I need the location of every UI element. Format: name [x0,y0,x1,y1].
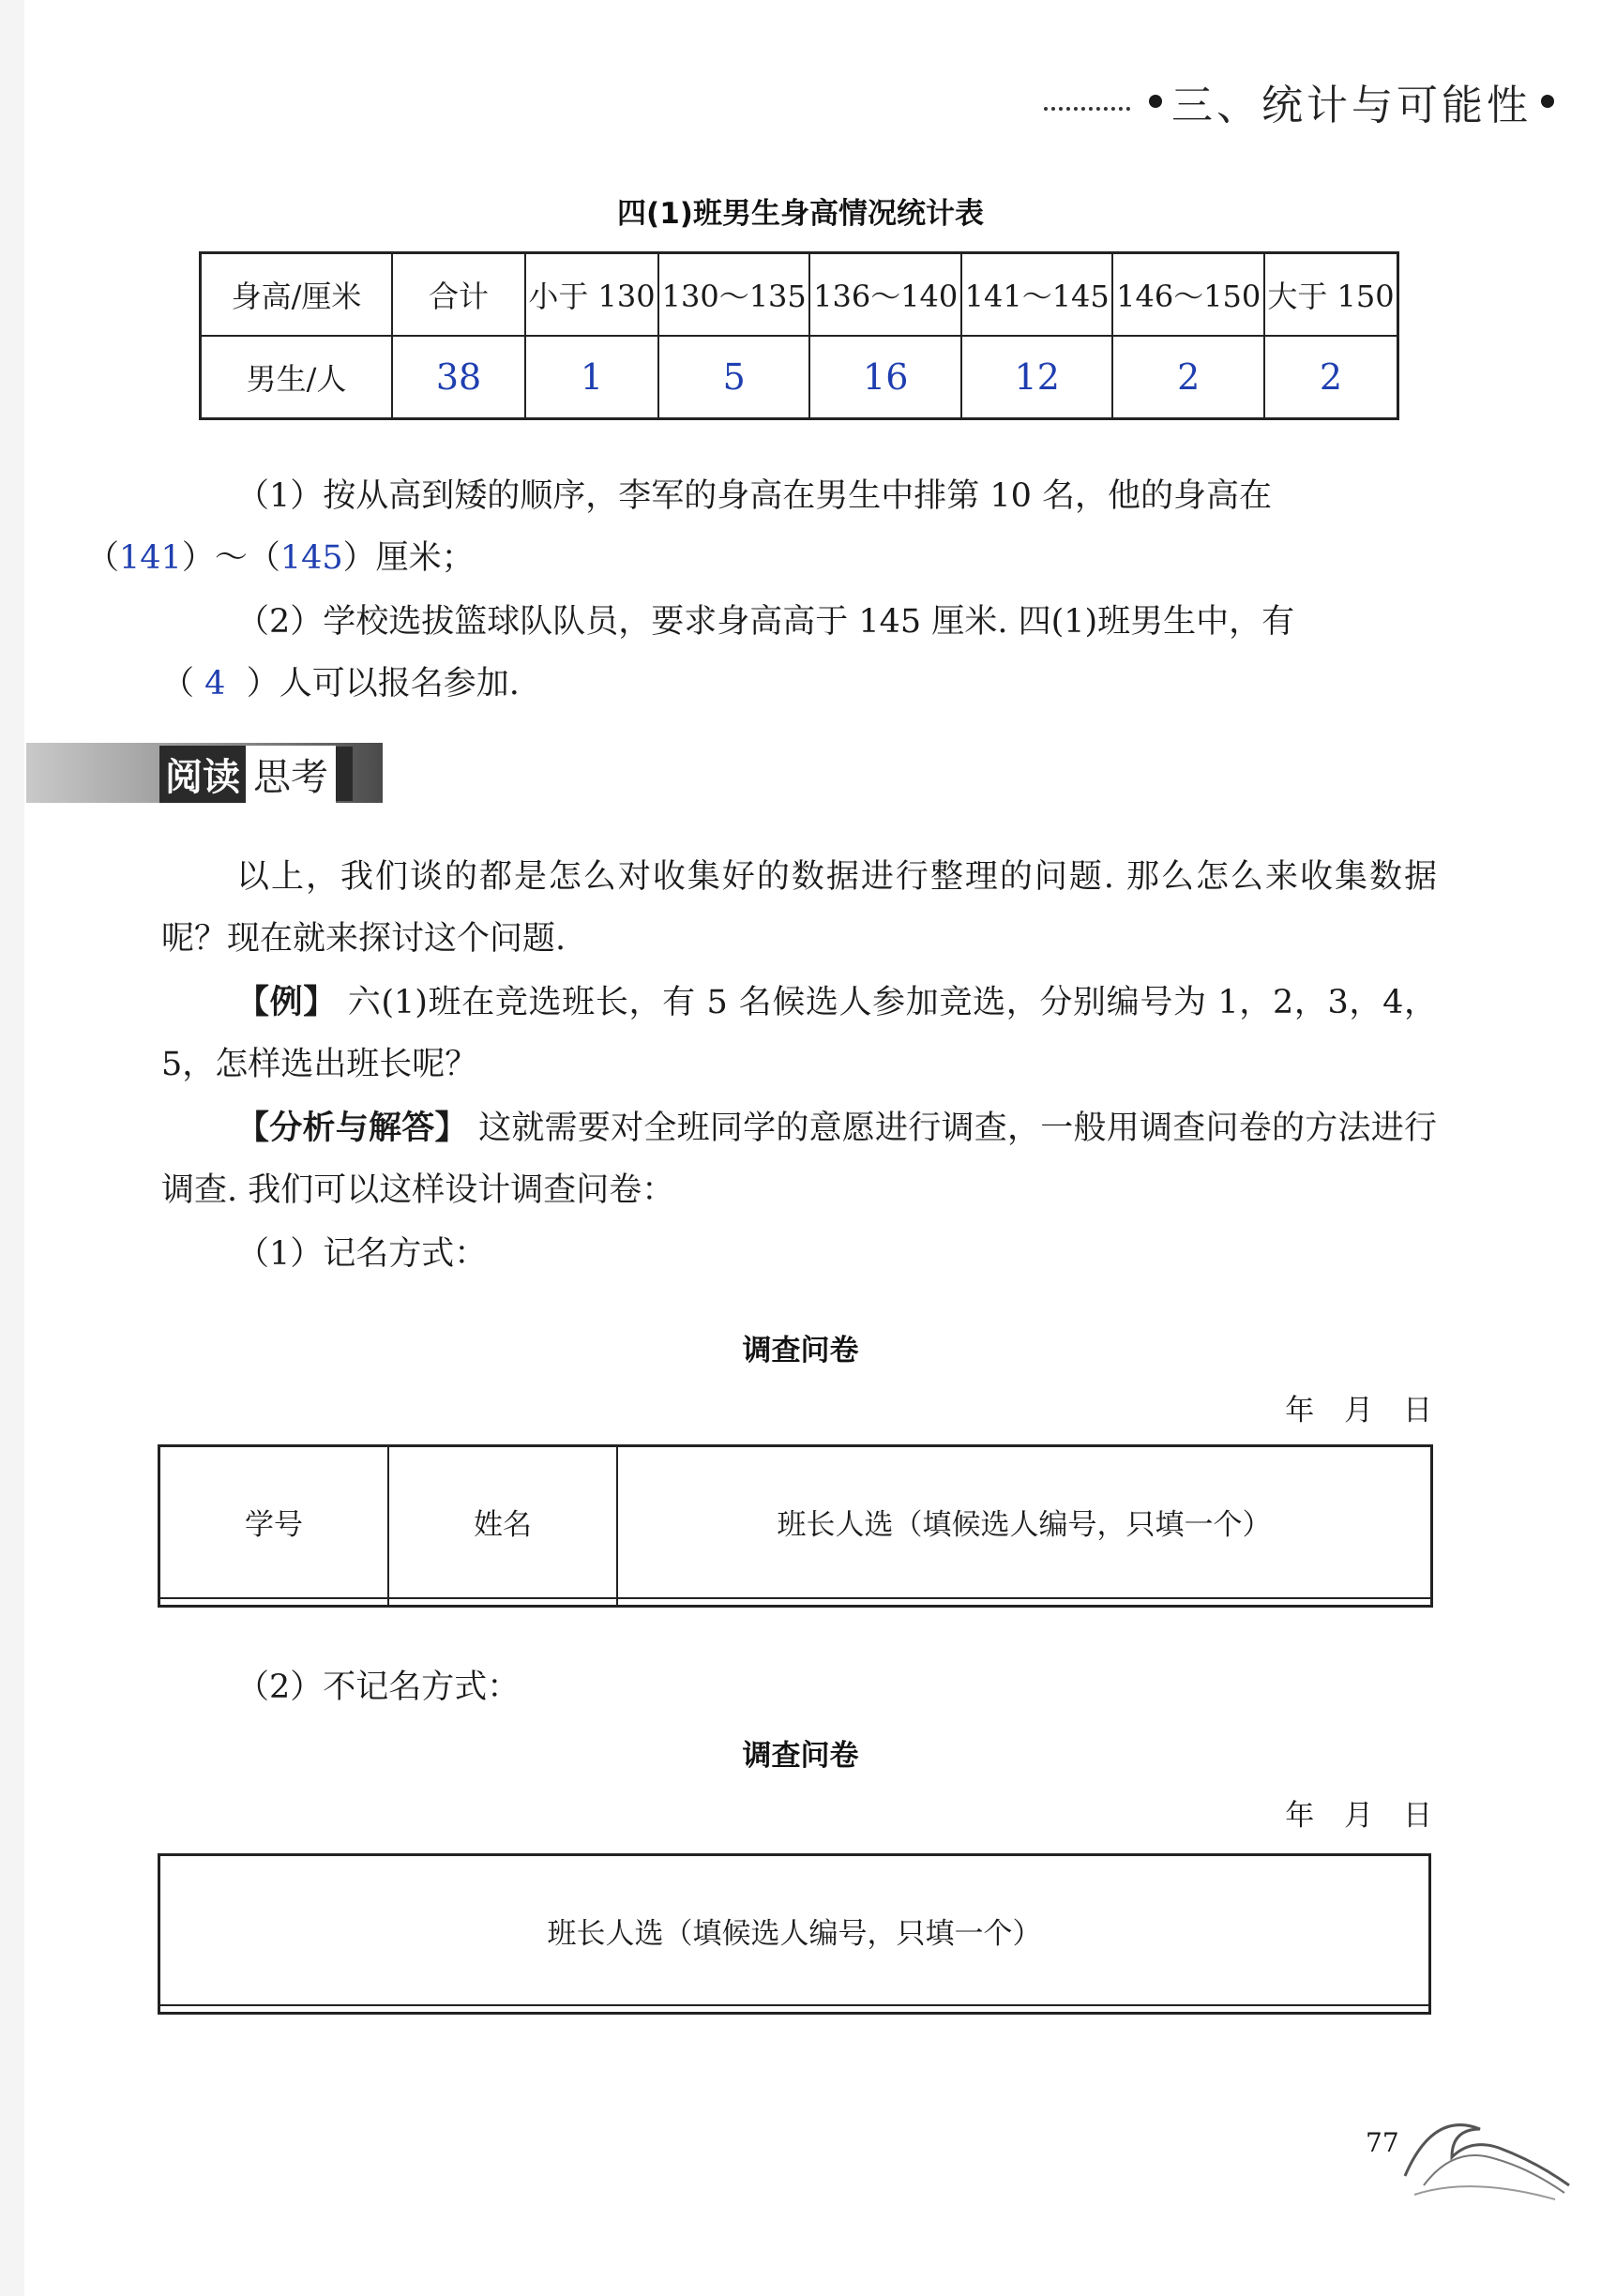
survey-1-date: 年 月 日 [1285,1394,1432,1427]
table-row [159,1598,1432,1607]
header-cell: 136～140 [809,253,961,337]
example-label: 【例】 [236,984,337,1021]
value-cell: 5 [658,336,810,419]
header-cell: 班长人选（填候选人编号，只填一个） [617,1446,1432,1598]
wave-ornament-icon [1396,2092,1574,2204]
blank-cell[interactable] [617,1598,1432,1607]
table-header-row [201,253,1398,337]
value-cell: 12 [961,336,1113,419]
question-2-text: （2）学校选拔篮球队队员，要求身高高于 145 厘米. 四(1)班男生中，有 [236,603,1295,641]
reading-paragraph: 以上，我们谈的都是怎么对收集好的数据进行整理的问题. 那么怎么来收集数据呢？现在就来探讨这个问题. [161,858,1437,958]
question-1-tail: ）厘米； [342,539,475,577]
header-cell: 姓名 [388,1446,617,1598]
value-cell: 2 [1112,336,1264,419]
header-cell: 班长人选（填候选人编号，只填一个） [159,1855,1430,2006]
section-heading [159,747,353,801]
table-row [201,336,1398,419]
page-number: 77 [1366,2127,1399,2158]
page-edge [0,0,24,2296]
header-cell: 学号 [159,1446,389,1598]
question-2-tail: ）人可以报名参加. [246,665,520,702]
example-text: 六(1)班在竞选班长，有 5 名候选人参加竞选，分别编号为 1，2，3，4，5，怎样选出班长呢？ [161,984,1437,1083]
header-bullet-right [1541,95,1554,108]
value-cell: 16 [809,336,961,419]
value-cell: 1 [525,336,658,419]
blank-cell[interactable] [388,1598,617,1607]
analysis-label: 【分析与解答】 [236,1110,468,1147]
range-separator: ）～（ [181,539,280,577]
answer-145: 145 [279,539,343,577]
header-cell: 身高/厘米 [201,253,393,337]
header-dots [1044,107,1130,111]
analysis-text: 这就需要对全班同学的意愿进行调查，一般用调查问卷的方法进行调查. 我们可以这样设计调查问卷： [161,1110,1437,1209]
blank-cell[interactable] [159,1598,389,1607]
table-row [159,2005,1430,2013]
answer-141: 141 [119,539,182,577]
example-paragraph [161,972,1437,1095]
method-1: （1）记名方式： [236,1235,488,1273]
header-cell: 合计 [392,253,525,337]
section-cap [336,747,353,801]
analysis-paragraph [161,1097,1437,1221]
header-cell: 146～150 [1112,253,1264,337]
blank-cell[interactable] [159,2005,1430,2013]
table-caption: 四(1)班男生身高情况统计表 [617,197,984,231]
header-cell: 大于 150 [1264,253,1398,337]
paren: （ [161,665,195,702]
header-cell: 小于 130 [525,253,658,337]
survey-1-table [158,1444,1433,1608]
question-1-text: （1）按从高到矮的顺序，李军的身高在男生中排第 10 名，他的身高在 [236,477,1273,515]
question-2 [161,591,1437,715]
answer-4: 4 [204,665,226,702]
paren: （ [86,539,120,577]
section-title: 三、统计与可能性 [1171,82,1532,129]
section-label-light: 思考 [246,746,336,803]
survey-1-title: 调查问卷 [742,1334,859,1367]
header-cell: 130～135 [658,253,810,337]
method-2: （2）不记名方式： [236,1669,521,1706]
value-cell: 38 [392,336,525,419]
header-cell: 141～145 [961,253,1113,337]
survey-2-table [158,1853,1431,2015]
header-bullet-left [1149,95,1162,108]
row-label: 男生/人 [201,336,393,419]
running-header [1044,73,1563,129]
survey-2-date: 年 月 日 [1285,1799,1432,1833]
value-cell: 2 [1264,336,1398,419]
table-header-row [159,1446,1432,1598]
survey-2-title: 调查问卷 [742,1739,859,1773]
section-label-bold: 阅读 [159,746,246,803]
height-stats-table [199,251,1399,420]
table-header-row [159,1855,1430,2006]
question-1 [86,465,1437,589]
